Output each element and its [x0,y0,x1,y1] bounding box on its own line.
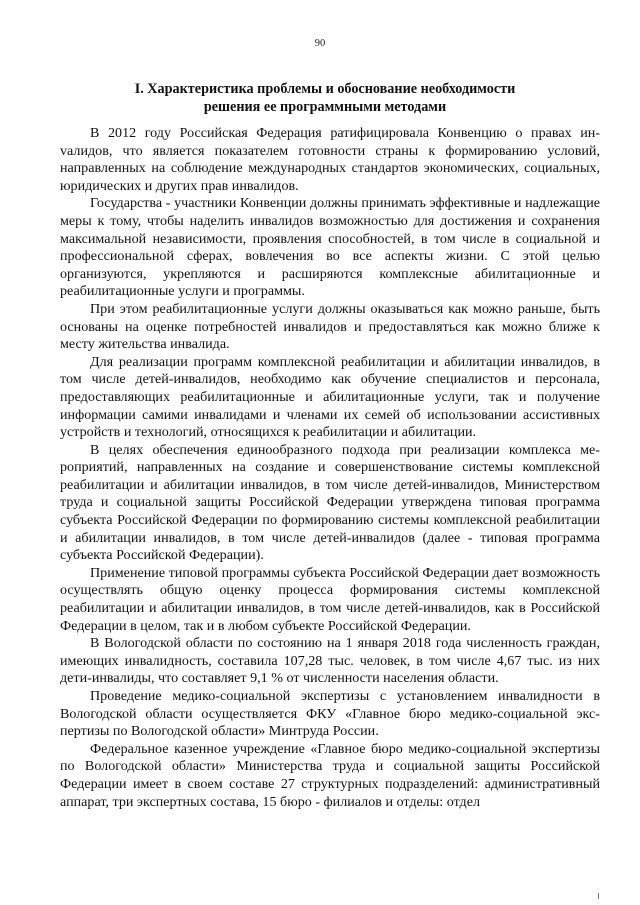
heading-line-2: решения ее программными методами [203,99,447,115]
paragraph: В 2012 году Российская Федерация ратифицировала Конвенцию о правах инvалидов, что является показателем готовности страны к формированию условий, направленных на соблюдение международных стандартов экономических, социальных, юридических и других прав инвалидов. [60,125,600,194]
heading-line-1: I. Характеристика проблемы и обоснование необходимости [134,81,516,97]
paragraph: При этом реабилитационные услуги должны оказываться как можно раньше, быть основаны на оценке потребностей инвалидов и предоставляться как можно ближе к месту жительства инвалида. [60,300,600,353]
paragraph: В Вологодской области по состоянию на 1 января 2018 года численность граждан, имеющих инвалидность, составила 107,28 тыс. человек, в том числе 4,67 тыс. из них дети-инвалиды, что составляет 9,1 % от численности населения области. [60,635,600,687]
scan-mark [598,893,599,899]
body-text [60,125,600,811]
section-heading [60,80,590,116]
page-number: 90 [314,38,326,49]
paragraph: Для реализации программ комплексной реабилитации и абилитации инвалидов, в том числе детей-инвалидов, необходимо как обучение специалистов и персонала, предоставляющих реабилитационные и абилитационные услуги, так и получение информации самими инвалидами и членами их семей об использовании ассистивных устройств и технологий, относящихся к реабилитации и абилитации. [60,353,600,441]
paragraph: Государства - участники Конвенции должны принимать эффективные и надлежащие меры к тому, чтобы наделить инвалидов возможностью для достижения и сохранения максимальной независимости, проявления способностей, в том числе в социальной и профессиональной сферах, вовлечения во все аспекты жизни. С этой целью организуются, укрепляются и расширяются комплексные абилитационные и реабилитационные услуги и программы. [60,195,600,300]
paragraph: Проведение медико-социальной экспертизы с установлением инвалидности в Вологодской области осуществляется ФКУ «Главное бюро медико-социальной экспертизы по Вологодской области» Минтруда России. [60,688,600,740]
paragraph: Применение типовой программы субъекта Российской Федерации дает возможность осуществлять общую оценку процесса формирования системы комплексной реабилитации и абилитации инвалидов, в том числе детей-инвалидов, как в Российской Федерации в целом, так и в любом субъекте Российской Федерации. [60,564,600,634]
paragraph: Федеральное казенное учреждение «Главное бюро медико-социальной экспертизы по Вологодской области» Министерства труда и социальной защиты Российской Федерации имеет в своем составе 27 структурных подразделений: административный аппарат, три экспертных состава, 15 бюро - филиалов и отделы: отдел [60,740,600,810]
paragraph: В целях обеспечения единообразного подхода при реализации комплекса мероприятий, направленных на создание и совершенствование системы комплексной реабилитации и абилитации инвалидов, в том числе детей-инвалидов, Министерством труда и социальной защиты Российской Федерации утверждена типовая программа субъекта Российской Федерации по формированию системы комплексной реабилитации и абилитации инвалидов, в том числе детей-инвалидов (далее - типовая программа субъекта Российской Федерации). [60,441,600,564]
